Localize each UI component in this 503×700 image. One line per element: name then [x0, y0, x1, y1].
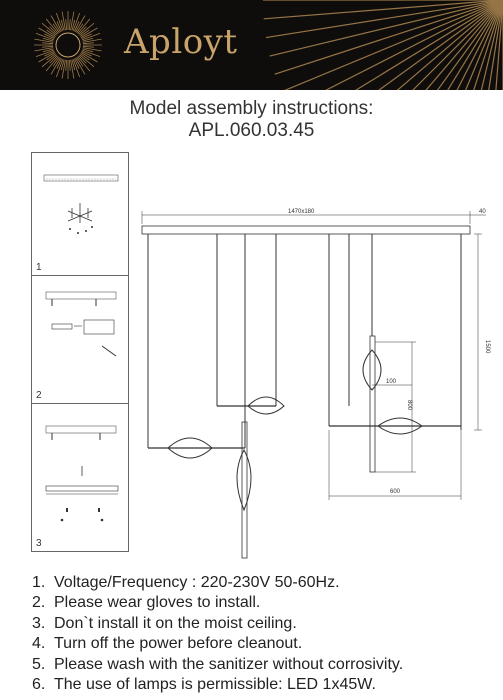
dimension-width: 1470x180 — [288, 209, 315, 215]
brand-banner — [0, 0, 503, 90]
document-title — [0, 98, 503, 142]
step-2-illustration — [32, 276, 128, 404]
dimension-leaf-height: 800 — [406, 400, 412, 411]
dimension-cross-width: 600 — [390, 489, 401, 495]
title-line-1: Model assembly instructions: — [129, 98, 374, 119]
assembly-steps-panel — [31, 152, 129, 552]
step-3-illustration — [32, 404, 128, 551]
step-number: 2 — [36, 390, 42, 401]
instruction-item: 5. Please wash with the sanitizer without corrosivity. — [32, 655, 404, 673]
step-3 — [32, 404, 128, 551]
instruction-item: 4. Turn off the power before cleanout. — [32, 635, 303, 653]
dimension-height: 1500 — [484, 340, 490, 354]
technical-drawing — [138, 200, 493, 565]
dimension-leaf-width: 100 — [386, 379, 397, 385]
instruction-item: 2. Please wear gloves to install. — [32, 594, 261, 612]
step-number: 1 — [36, 262, 42, 273]
model-number: APL.060.03.45 — [188, 120, 315, 141]
instruction-item: 3. Don`t install it on the moist ceiling. — [32, 614, 297, 632]
step-1 — [32, 153, 128, 276]
instruction-item: 1. Voltage/Frequency : 220-230V 50-60Hz. — [32, 574, 340, 591]
step-1-illustration — [32, 153, 128, 276]
brand-logo: Aployt — [124, 22, 238, 62]
instructions-list — [32, 573, 502, 695]
step-number: 3 — [36, 538, 42, 549]
sunburst-decoration — [0, 0, 503, 90]
dimension-depth: 40 — [479, 209, 486, 215]
step-2 — [32, 276, 128, 404]
instruction-item: 6. The use of lamps is permissible: LED 1x45W. — [32, 676, 376, 694]
